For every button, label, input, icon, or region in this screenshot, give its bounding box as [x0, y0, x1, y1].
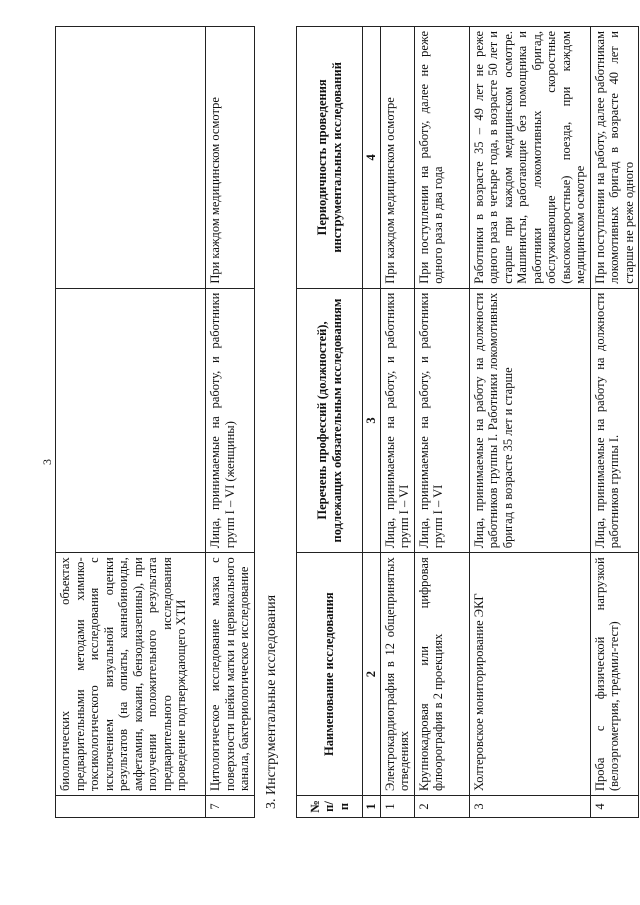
header-row	[297, 27, 363, 818]
row-number	[56, 796, 206, 818]
section-title: 3. Инструментальные исследования	[264, 594, 279, 809]
periodicity: При каждом медицинском осмотре	[206, 27, 255, 289]
professions-list: Лица, принимаемые на работу на должности работников группы I. Работники локомотивных бригад в возрасте 35 лет и старше	[469, 288, 590, 553]
page-number: 3	[40, 459, 54, 465]
row-number: 1	[380, 796, 414, 818]
periodicity	[56, 27, 206, 289]
instrumental-studies-table	[296, 26, 639, 818]
study-name: Проба с физической нагрузкой (велоэргометрия, тредмил-тест)	[590, 553, 639, 796]
row-number: 7	[206, 796, 255, 818]
table-row	[414, 27, 469, 818]
column-index: 2	[363, 553, 381, 796]
header-periodicity: Периодичность проведения инструментальных исследований	[297, 27, 363, 289]
study-name: биологических объектах предварительными методами химико-токсикологического исследования с исключением визуальной оценки результатов (на опиаты, каннабиноиды, амфетамин, кокаин, бензодиазепины), при получении положительного результата предварительного исследования проведение подтверждающего ХТИ	[56, 553, 206, 796]
column-index-row	[363, 27, 381, 818]
header-num: № п/п	[297, 796, 363, 818]
row-number: 2	[414, 796, 469, 818]
table-row	[469, 27, 590, 818]
professions-list: Лица, принимаемые на работу, и работники групп I – VI	[414, 288, 469, 553]
column-index: 3	[363, 288, 381, 553]
column-index: 4	[363, 27, 381, 289]
professions-list: Лица, принимаемые на работу, и работники групп I – VI	[380, 288, 414, 553]
row-number: 4	[590, 796, 639, 818]
table-row	[590, 27, 639, 818]
professions-list: Лица, принимаемые на работу, и работники групп I – VI (женщины)	[206, 288, 255, 553]
header-name: Наименование исследования	[297, 553, 363, 796]
periodicity: При поступлении на работу, далее не реже одного раза в два года	[414, 27, 469, 289]
study-name: Холтеровское мониторирование ЭКГ	[469, 553, 590, 796]
table-row	[380, 27, 414, 818]
column-index: 1	[363, 796, 381, 818]
periodicity: Работники в возрасте 35 – 49 лет не реже одного раза в четыре года, в возрасте 50 лет и старше при каждом медицинском осмотре. Машинисты, работающие без помощника и работники локомотивных бригад, обслуживающие скоростные (высокоскоростные) поезда, при каждом медицинском осмотре	[469, 27, 590, 289]
professions-list	[56, 288, 206, 553]
header-professions: Перечень профессий (должностей), подлежащих обязательным исследованиям	[297, 288, 363, 553]
periodicity: При поступлении на работу, далее работникам локомотивных бригад в возрасте 40 лет и старше не реже одного	[590, 27, 639, 289]
study-name: Электрокардиография в 12 общепринятых отведениях	[380, 553, 414, 796]
periodicity: При каждом медицинском осмотре	[380, 27, 414, 289]
upper-table	[55, 26, 255, 818]
table-row	[206, 27, 255, 818]
professions-list: Лица, принимаемые на работу на должности работников группы I.	[590, 288, 639, 553]
table-row	[56, 27, 206, 818]
study-name: Крупнокадровая или цифровая флюорография в 2 проекциях	[414, 553, 469, 796]
row-number: 3	[469, 796, 590, 818]
study-name: Цитологическое исследование мазка с поверхности шейки матки и цервикального канала, бактериологическое исследование	[206, 553, 255, 796]
